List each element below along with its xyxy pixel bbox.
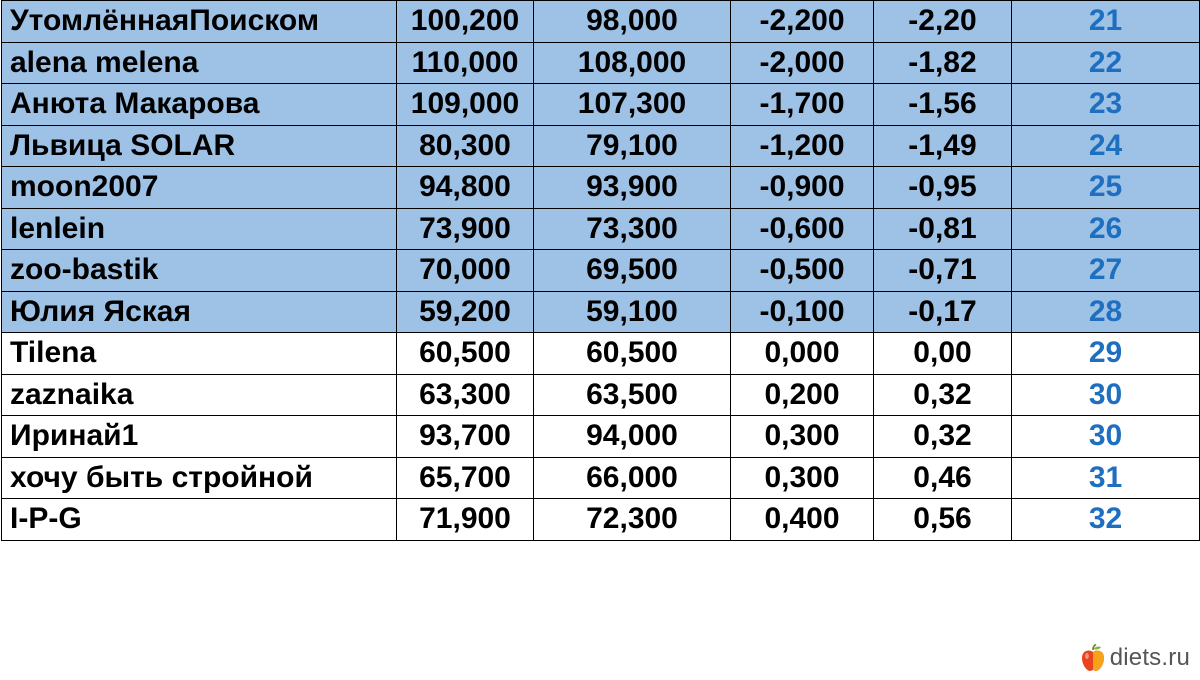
cell-start-weight: 73,900: [397, 208, 534, 250]
cell-weight-change: -1,200: [731, 125, 874, 167]
ranking-table: [1, 0, 1200, 541]
cell-start-weight: 93,700: [397, 416, 534, 458]
cell-percent-change: 0,00: [874, 333, 1012, 375]
cell-start-weight: 71,900: [397, 499, 534, 541]
cell-rank: 29: [1012, 333, 1200, 375]
cell-weight-change: -0,900: [731, 167, 874, 209]
cell-participant-name: Иринай1: [2, 416, 397, 458]
cell-current-weight: 63,500: [534, 374, 731, 416]
cell-weight-change: -2,200: [731, 1, 874, 43]
cell-current-weight: 69,500: [534, 250, 731, 292]
cell-weight-change: 0,200: [731, 374, 874, 416]
cell-current-weight: 108,000: [534, 42, 731, 84]
cell-weight-change: 0,000: [731, 333, 874, 375]
cell-percent-change: -0,95: [874, 167, 1012, 209]
cell-percent-change: -2,20: [874, 1, 1012, 43]
cell-weight-change: -0,100: [731, 291, 874, 333]
cell-rank: 21: [1012, 1, 1200, 43]
cell-rank: 30: [1012, 374, 1200, 416]
cell-start-weight: 94,800: [397, 167, 534, 209]
cell-current-weight: 93,900: [534, 167, 731, 209]
cell-percent-change: -0,81: [874, 208, 1012, 250]
cell-participant-name: УтомлённаяПоиском: [2, 1, 397, 43]
cell-start-weight: 60,500: [397, 333, 534, 375]
cell-percent-change: -0,17: [874, 291, 1012, 333]
cell-participant-name: alena melena: [2, 42, 397, 84]
cell-rank: 31: [1012, 457, 1200, 499]
cell-weight-change: -0,500: [731, 250, 874, 292]
table-row: [2, 250, 1200, 292]
cell-participant-name: lenlein: [2, 208, 397, 250]
logo-text: diets.ru: [1109, 644, 1190, 671]
cell-start-weight: 63,300: [397, 374, 534, 416]
site-logo: [1080, 644, 1190, 672]
cell-percent-change: 0,32: [874, 416, 1012, 458]
ranking-table-body: [2, 1, 1200, 541]
cell-rank: 27: [1012, 250, 1200, 292]
cell-participant-name: zoo-bastik: [2, 250, 397, 292]
cell-rank: 25: [1012, 167, 1200, 209]
table-row: [2, 125, 1200, 167]
cell-start-weight: 109,000: [397, 84, 534, 126]
cell-current-weight: 72,300: [534, 499, 731, 541]
table-row: [2, 1, 1200, 43]
cell-start-weight: 80,300: [397, 125, 534, 167]
cell-percent-change: -1,49: [874, 125, 1012, 167]
cell-start-weight: 65,700: [397, 457, 534, 499]
apple-icon: [1080, 644, 1106, 672]
cell-participant-name: Анюта Макарова: [2, 84, 397, 126]
cell-participant-name: zaznaika: [2, 374, 397, 416]
cell-rank: 24: [1012, 125, 1200, 167]
table-row: [2, 84, 1200, 126]
cell-start-weight: 70,000: [397, 250, 534, 292]
cell-rank: 30: [1012, 416, 1200, 458]
cell-weight-change: 0,300: [731, 457, 874, 499]
cell-weight-change: -0,600: [731, 208, 874, 250]
cell-weight-change: -1,700: [731, 84, 874, 126]
cell-percent-change: 0,32: [874, 374, 1012, 416]
cell-participant-name: Юлия Яская: [2, 291, 397, 333]
cell-participant-name: Львица SOLAR: [2, 125, 397, 167]
cell-current-weight: 73,300: [534, 208, 731, 250]
cell-weight-change: -2,000: [731, 42, 874, 84]
cell-percent-change: -1,82: [874, 42, 1012, 84]
cell-rank: 22: [1012, 42, 1200, 84]
table-row: [2, 333, 1200, 375]
table-row: [2, 457, 1200, 499]
cell-current-weight: 79,100: [534, 125, 731, 167]
cell-start-weight: 100,200: [397, 1, 534, 43]
cell-weight-change: 0,400: [731, 499, 874, 541]
cell-percent-change: 0,46: [874, 457, 1012, 499]
cell-participant-name: Tilena: [2, 333, 397, 375]
table-row: [2, 374, 1200, 416]
cell-percent-change: 0,56: [874, 499, 1012, 541]
cell-rank: 28: [1012, 291, 1200, 333]
cell-start-weight: 110,000: [397, 42, 534, 84]
cell-rank: 32: [1012, 499, 1200, 541]
table-row: [2, 42, 1200, 84]
cell-current-weight: 107,300: [534, 84, 731, 126]
cell-start-weight: 59,200: [397, 291, 534, 333]
table-row: [2, 416, 1200, 458]
cell-current-weight: 66,000: [534, 457, 731, 499]
cell-current-weight: 59,100: [534, 291, 731, 333]
cell-participant-name: I-P-G: [2, 499, 397, 541]
cell-current-weight: 60,500: [534, 333, 731, 375]
cell-rank: 26: [1012, 208, 1200, 250]
cell-rank: 23: [1012, 84, 1200, 126]
cell-current-weight: 98,000: [534, 1, 731, 43]
cell-percent-change: -1,56: [874, 84, 1012, 126]
table-row: [2, 499, 1200, 541]
cell-participant-name: хочу быть стройной: [2, 457, 397, 499]
cell-current-weight: 94,000: [534, 416, 731, 458]
table-row: [2, 208, 1200, 250]
table-row: [2, 291, 1200, 333]
cell-participant-name: moon2007: [2, 167, 397, 209]
table-row: [2, 167, 1200, 209]
cell-percent-change: -0,71: [874, 250, 1012, 292]
cell-weight-change: 0,300: [731, 416, 874, 458]
